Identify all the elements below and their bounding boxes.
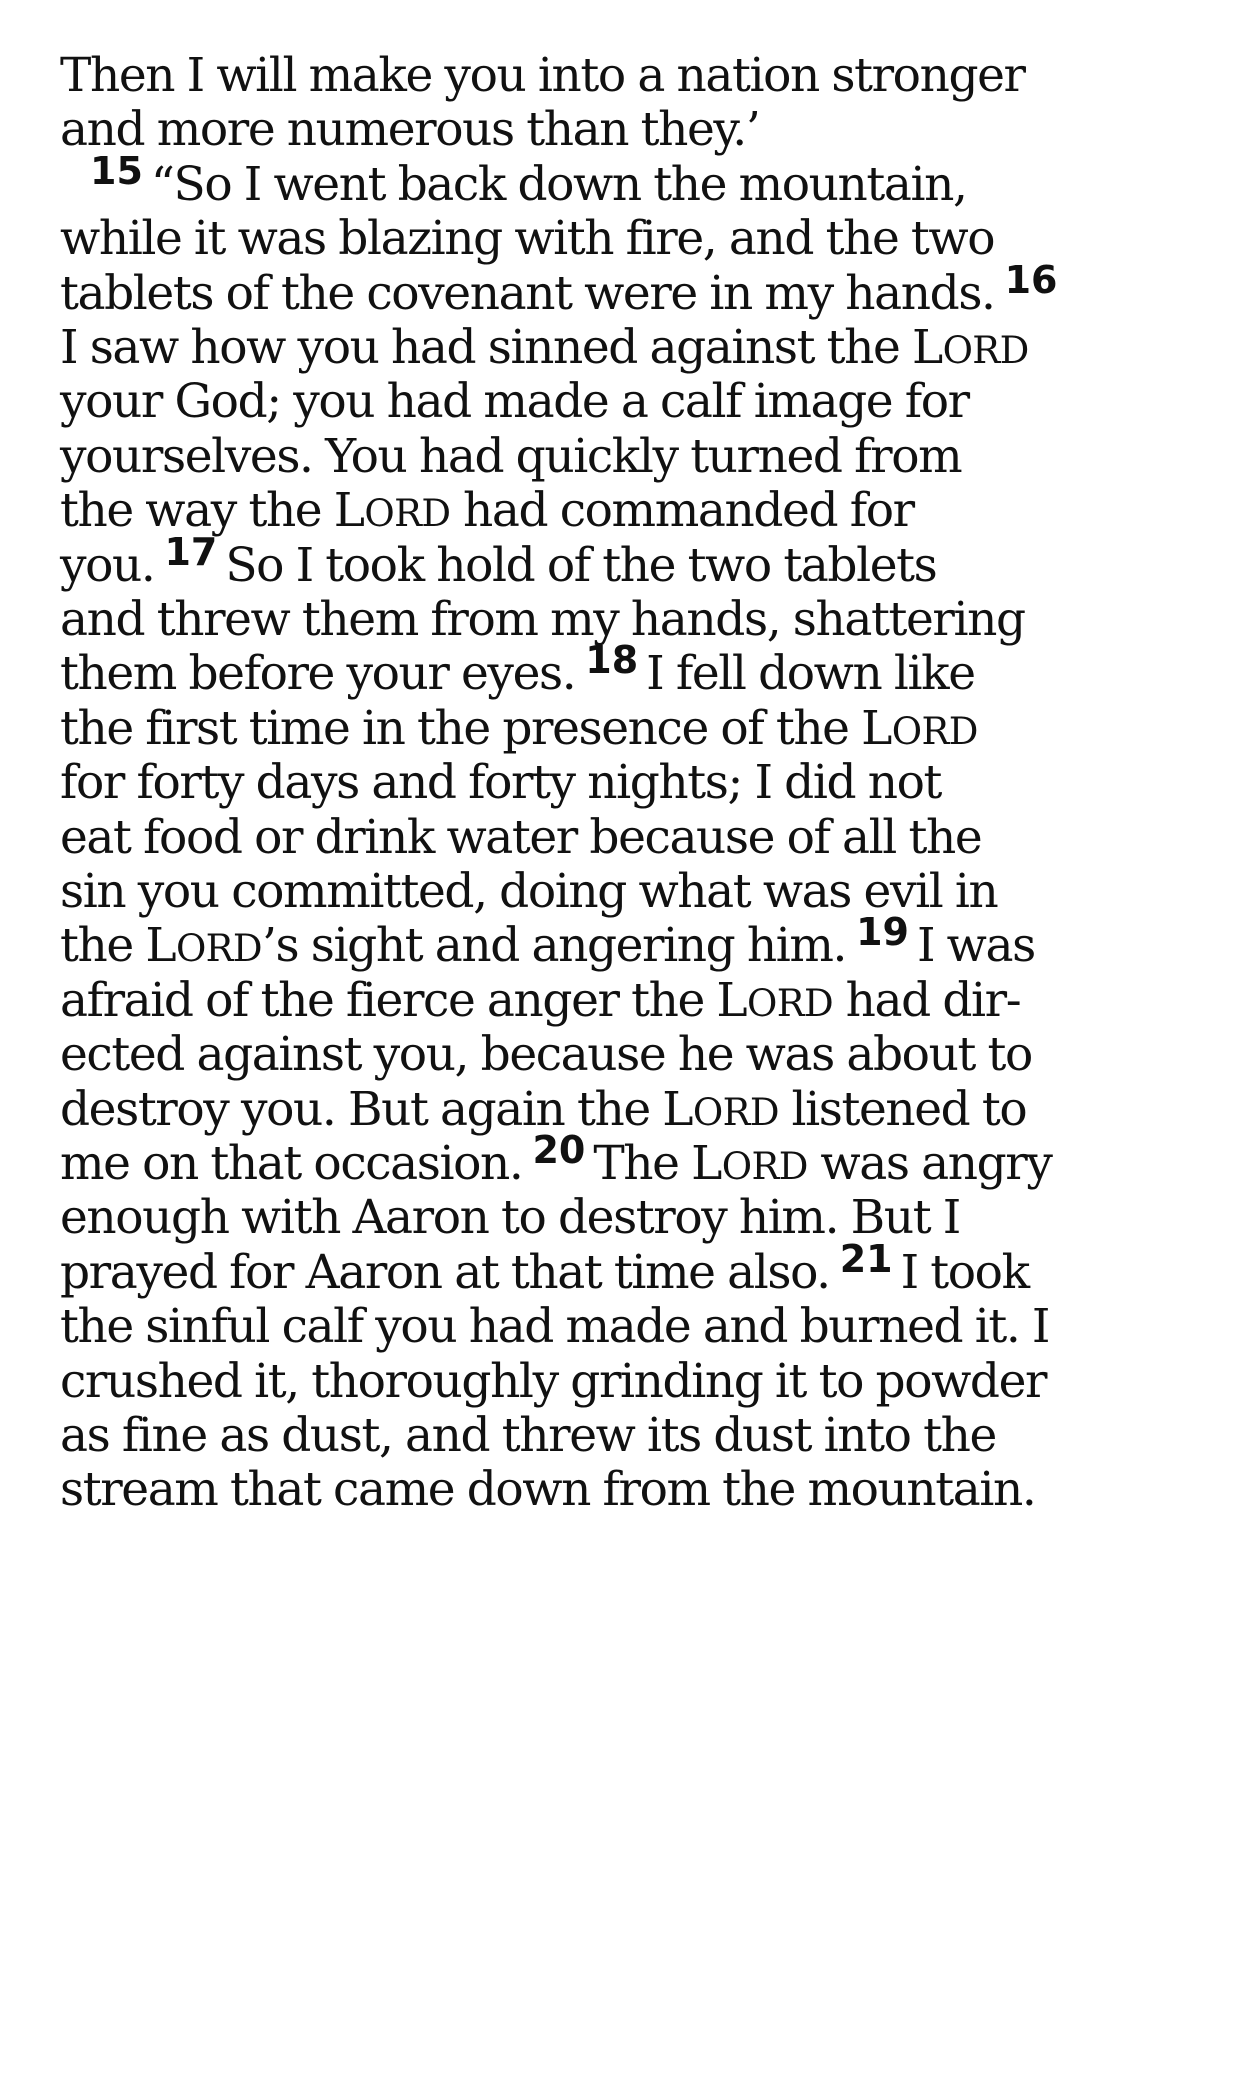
- verse-text: yourselves. You had quickly turned from: [60, 428, 962, 484]
- verse-number: 18: [585, 638, 639, 683]
- verse-number: 17: [164, 529, 218, 574]
- verse-text: was angry: [807, 1136, 1052, 1191]
- verse-text: The: [593, 1136, 692, 1191]
- verse-text: sin you committed, doing what was evil in: [60, 864, 998, 919]
- divine-name: LORD: [662, 1081, 779, 1137]
- divine-name: LORD: [861, 700, 978, 756]
- verse-text: I saw how you had sinned against the: [60, 320, 912, 375]
- verse-text: stream that came down from the mountain.: [60, 1462, 1036, 1518]
- verse-text: ected against you, because he was about to: [60, 1027, 1032, 1083]
- verse-text: afraid of the fierce anger the: [60, 972, 717, 1028]
- verse-text: and threw them from my hands, shattering: [60, 592, 1025, 647]
- divine-name: LORD: [333, 483, 451, 539]
- verse-text: the sinful calf you had made and burned it. I: [60, 1299, 1050, 1355]
- verse-number: 16: [1004, 257, 1058, 302]
- verse-text: ’s sight and angering him.: [262, 918, 847, 974]
- verse-text: the way the: [60, 483, 334, 539]
- verse-text: while it was blazing with fire, and the two: [60, 211, 995, 267]
- text-line: [60, 1454, 1210, 1526]
- verse-text: the: [60, 918, 146, 974]
- verse-text: as fine as dust, and threw its dust into the: [60, 1408, 996, 1463]
- verse-text: prayed for Aaron at that time also.: [60, 1244, 830, 1300]
- divine-name: LORD: [145, 918, 262, 974]
- verse-text: I fell down like: [646, 646, 975, 702]
- verse-text: destroy you. But again the: [60, 1081, 663, 1137]
- verse-text: So I took hold of the two tablets: [225, 537, 937, 593]
- verse-text: I was: [916, 918, 1035, 974]
- verse-number: 20: [532, 1128, 586, 1172]
- verse-number: 19: [856, 910, 909, 955]
- verse-text: crushed it, thoroughly grinding it to powder: [60, 1353, 1047, 1409]
- verse-text: Then I will make you into a nation stronger: [60, 48, 1025, 103]
- verse-text: I took: [900, 1244, 1029, 1300]
- verse-number: 21: [839, 1236, 893, 1281]
- verse-text: “So I went back down the mountain,: [150, 156, 967, 212]
- verse-text: your God; you had made a calf image for: [60, 374, 969, 430]
- divine-name: LORD: [716, 972, 834, 1028]
- verse-text: eat food or drink water because of all the: [60, 809, 982, 865]
- verse-text: you.: [60, 537, 155, 593]
- divine-name: LORD: [691, 1136, 808, 1191]
- verse-text: them before your eyes.: [60, 646, 576, 702]
- verse-text: enough with Aaron to destroy him. But I: [60, 1190, 960, 1246]
- verse-text: the first time in the presence of the: [60, 700, 862, 756]
- verse-text: had dir-: [833, 972, 1021, 1028]
- verse-text: me on that occasion.: [60, 1136, 523, 1191]
- divine-name: LORD: [911, 320, 1029, 375]
- verse-text: for forty days and forty nights; I did not: [60, 755, 941, 811]
- verse-text: and more numerous than they.’: [60, 102, 760, 158]
- verse-text: tablets of the covenant were in my hands.: [60, 265, 995, 321]
- verse-text: had commanded for: [450, 483, 914, 539]
- verse-number: 15: [90, 148, 143, 193]
- verse-text: listened to: [778, 1081, 1027, 1137]
